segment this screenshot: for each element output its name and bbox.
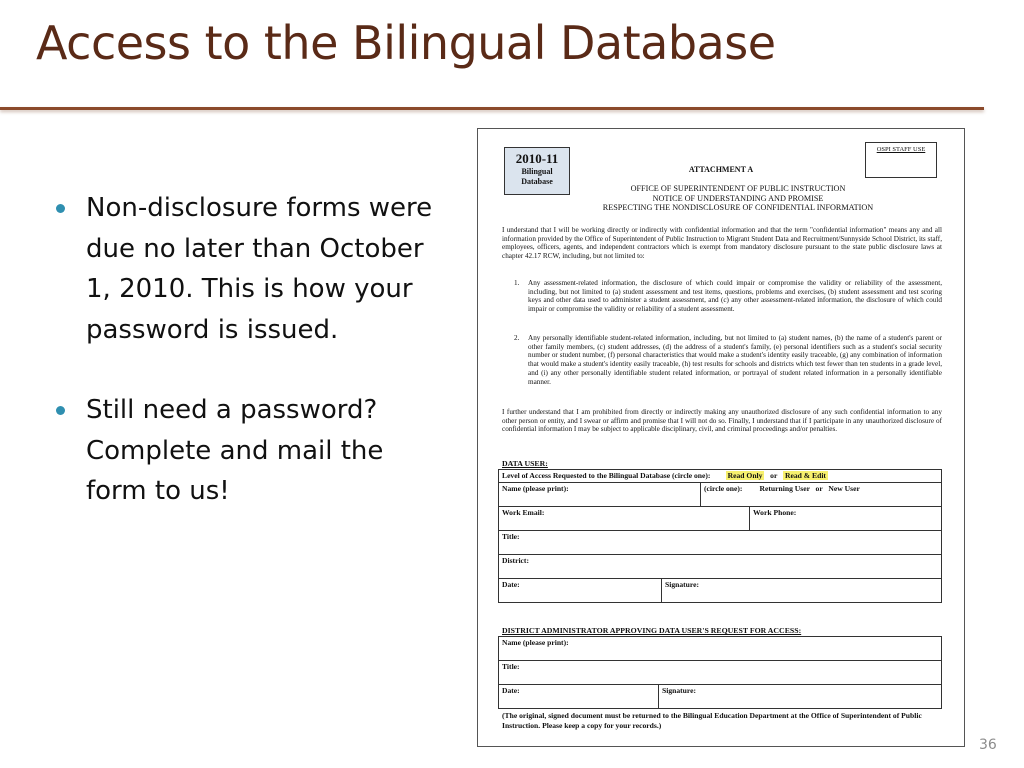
work-email-label: Work Email: bbox=[502, 508, 545, 517]
table-row bbox=[499, 555, 942, 579]
returning-user-option: Returning User bbox=[759, 484, 810, 493]
list-text: Any personally identifiable student-related information, including, but not limited to (a) student names, (b) the name of a student's parent or other family members, (c) student addresses, (d) the address of a student's family, (e) personal identifiers such as a student's social security number or student number, (f) personal characteristics that would make a student's identity easily traceable, (g) any combination of information that would make a student's identity easily traceable, (h) test results for schools and districts which test fewer than ten students in a grade level, and (i) any other personally identifiable student related information, or portrayal of student related information in a personally identifiable manner. bbox=[528, 334, 942, 386]
admin-title-label: Title: bbox=[502, 662, 520, 671]
bullet-dot-icon bbox=[56, 406, 65, 415]
title-divider bbox=[0, 107, 984, 110]
bullet-list bbox=[52, 188, 452, 512]
table-row bbox=[499, 507, 942, 531]
title-label: Title: bbox=[502, 532, 520, 541]
data-user-table bbox=[498, 469, 942, 603]
title-cell bbox=[499, 531, 942, 555]
user-type-cell bbox=[701, 483, 942, 507]
list-text: Any assessment-related information, the disclosure of which could impair or compromise the validity or reliability of the assessment, including, but not limited to (a) student assessment and test items, questions, problems and exercises, (b) student assessment and test scoring keys and other data used to administer a student assessment, and (c) any other assessment-related information, the disclosure of which could impair or compromise the validity or reliability of a student assessment. bbox=[528, 279, 942, 314]
list-item bbox=[502, 334, 942, 386]
bullet-item bbox=[52, 188, 452, 350]
bullet-item bbox=[52, 390, 452, 512]
list-item bbox=[502, 279, 942, 314]
read-edit-option: Read & Edit bbox=[785, 471, 826, 480]
work-phone-cell bbox=[750, 507, 942, 531]
admin-signature-cell bbox=[659, 685, 942, 709]
name-label: Name (please print): bbox=[502, 484, 569, 493]
form-heading: NOTICE OF UNDERSTANDING AND PROMISE bbox=[652, 193, 824, 203]
admin-table bbox=[498, 636, 942, 709]
admin-date-label: Date: bbox=[502, 686, 520, 695]
bullet-text: Still need a password? Complete and mail the form to us! bbox=[86, 395, 384, 506]
admin-name-cell bbox=[499, 637, 942, 661]
admin-signature-label: Signature: bbox=[662, 686, 697, 695]
table-row bbox=[499, 531, 942, 555]
date-label: Date: bbox=[502, 580, 520, 589]
signature-label: Signature: bbox=[665, 580, 700, 589]
list-number: 2. bbox=[514, 334, 520, 342]
work-phone-label: Work Phone: bbox=[753, 508, 797, 517]
work-email-cell bbox=[499, 507, 750, 531]
access-level-cell bbox=[499, 470, 942, 483]
table-row bbox=[499, 470, 942, 483]
admin-heading: DISTRICT ADMINISTRATOR APPROVING DATA USER'S REQUEST FOR ACCESS: bbox=[502, 626, 802, 635]
admin-date-cell bbox=[499, 685, 659, 709]
badge-line: Bilingual bbox=[521, 167, 553, 176]
date-cell bbox=[499, 579, 662, 603]
form-heading: OFFICE OF SUPERINTENDENT OF PUBLIC INSTRUCTION bbox=[630, 184, 846, 193]
ospi-label: OSPI STAFF USE bbox=[876, 146, 926, 153]
form-headings bbox=[538, 184, 938, 213]
form-heading: RESPECTING THE NONDISCLOSURE OF CONFIDENTIAL INFORMATION bbox=[602, 203, 874, 213]
slide-title: Access to the Bilingual Database bbox=[36, 16, 776, 70]
table-row bbox=[499, 685, 942, 709]
further-paragraph: I further understand that I am prohibited from directly or indirectly making any unauthorized disclosure of any such confidential information to any other person or entity, and I swear or affirm and promise that I will not do so. Finally, I understand that if I participate in any unauthorized disclosure of confidential information I may be subject to applicable disciplinary, civil, and criminal proceedings and/or penalties. bbox=[502, 408, 942, 434]
read-only-option: Read Only bbox=[727, 471, 763, 480]
attachment-heading: ATTACHMENT A bbox=[688, 165, 754, 174]
intro-paragraph: I understand that I will be working directly or indirectly with confidential information and that the term "confidential information" means any and all information provided by the Office of Superintendent of Public Instruction to Migrant Student Data and Recruitment/Sunnyside School District, its staff, employees, officers, agents, and independent contractors which is exempt from mandatory disclosure pursuant to the state public disclosure laws at chapter 42.17 RCW, including, but not limited to: bbox=[502, 226, 942, 261]
new-user-option: New User bbox=[828, 484, 860, 493]
bullet-dot-icon bbox=[56, 204, 65, 213]
bullet-text: Non-disclosure forms were due no later than October 1, 2010. This is how your password is issued. bbox=[86, 193, 433, 345]
access-label: Level of Access Requested to the Bilingual Database (circle one): bbox=[502, 471, 711, 480]
or-text: or bbox=[815, 484, 823, 493]
or-text: or bbox=[770, 471, 778, 480]
page-number: 36 bbox=[979, 737, 997, 753]
table-row bbox=[499, 661, 942, 685]
name-cell bbox=[499, 483, 701, 507]
table-row bbox=[499, 483, 942, 507]
list-number: 1. bbox=[514, 279, 520, 287]
signature-cell bbox=[662, 579, 942, 603]
circle-one-label: (circle one): bbox=[704, 484, 743, 493]
table-row bbox=[499, 579, 942, 603]
district-label: District: bbox=[502, 556, 529, 565]
footer-note: (The original, signed document must be returned to the Bilingual Education Department at the Office of Superintendent of Public Instruction. Please keep a copy for your records.) bbox=[502, 711, 922, 730]
form-image bbox=[477, 128, 965, 747]
badge-year: 2010-11 bbox=[515, 151, 559, 166]
data-user-heading: DATA USER: bbox=[502, 459, 548, 468]
badge-line: Database bbox=[521, 177, 553, 186]
table-row bbox=[499, 637, 942, 661]
district-cell bbox=[499, 555, 942, 579]
admin-title-cell bbox=[499, 661, 942, 685]
admin-name-label: Name (please print): bbox=[502, 638, 569, 647]
